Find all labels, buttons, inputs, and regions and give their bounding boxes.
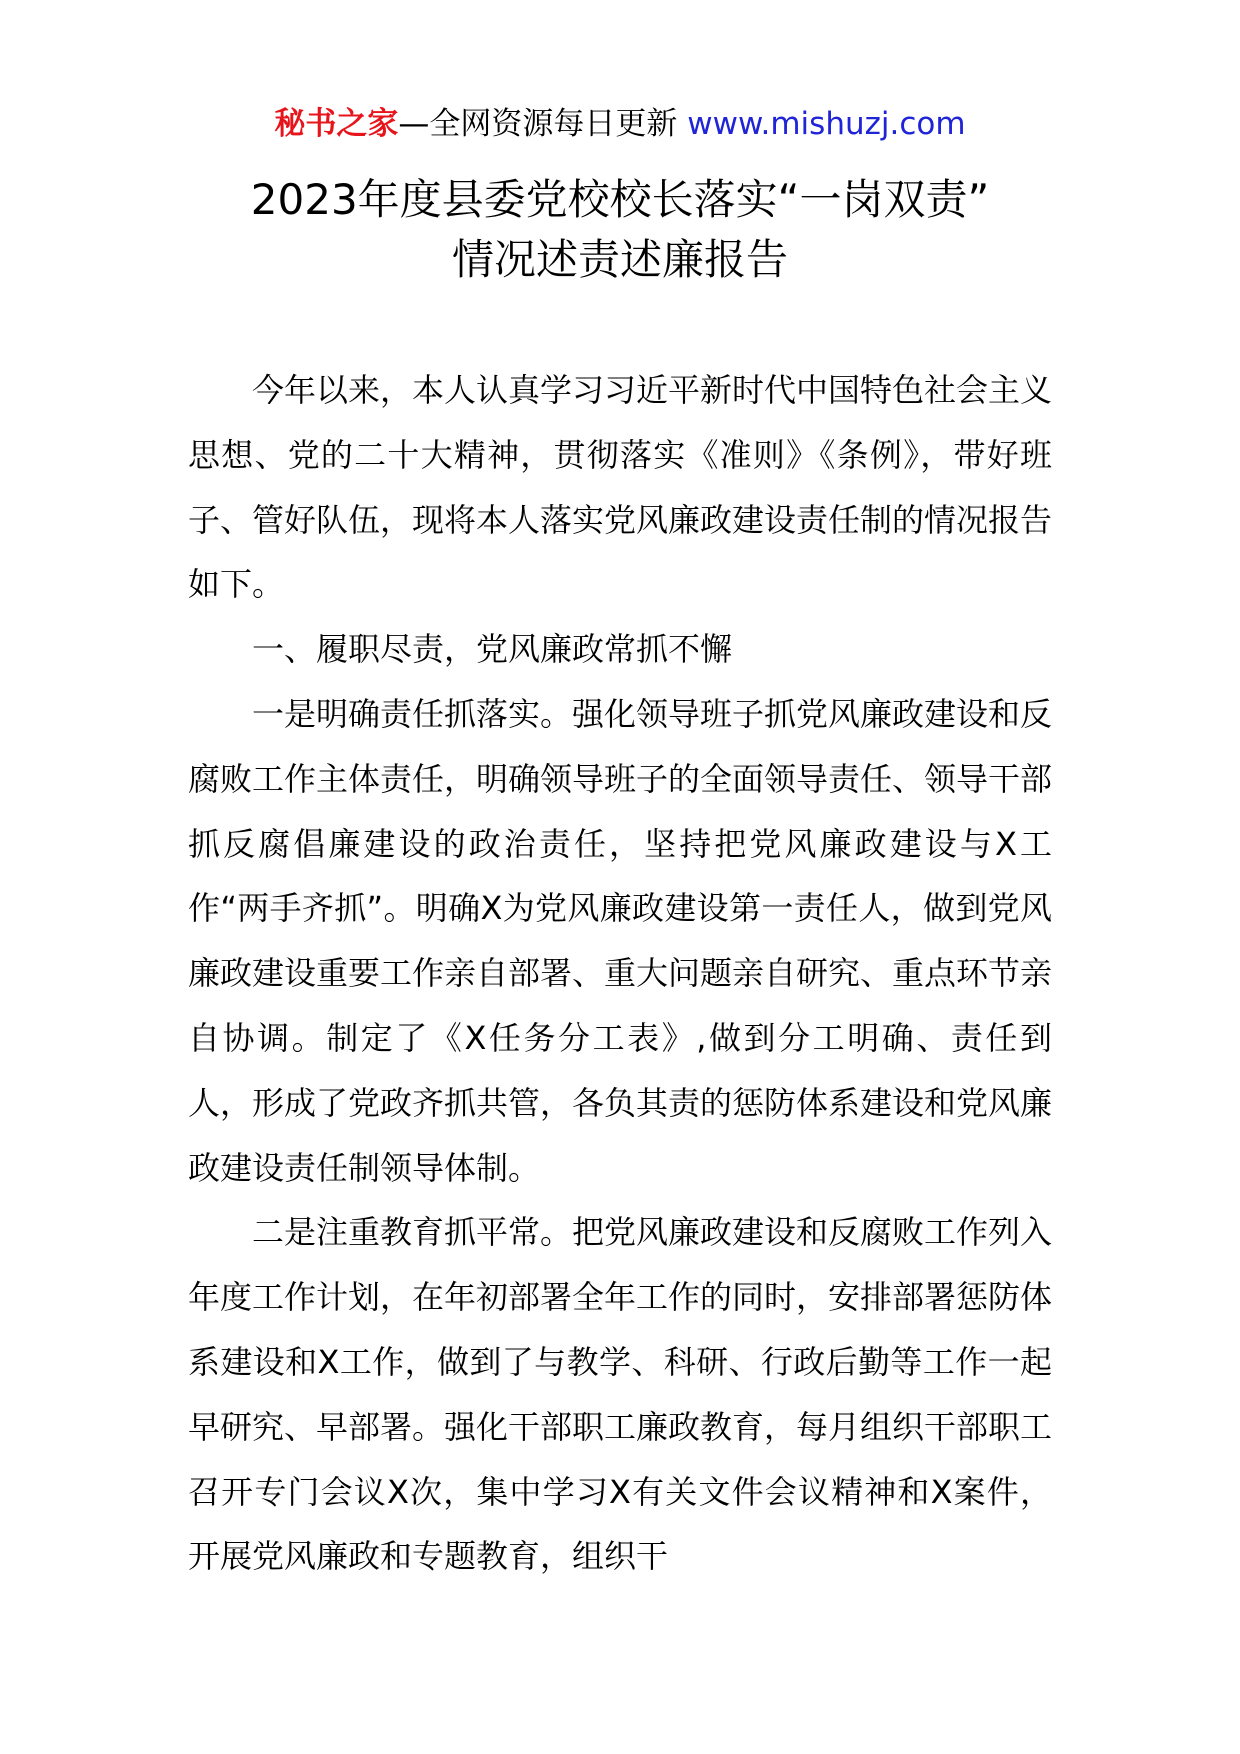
site-url-link[interactable]: www.mishuzj.com [687, 106, 966, 142]
title-line-1: 2023年度县委党校校长落实“一岗双责” [250, 175, 990, 224]
paragraph-education: 二是注重教育抓平常。把党风廉政建设和反腐败工作列入年度工作计划，在年初部署全年工作的同时，安排部署惩防体系建设和X工作，做到了与教学、科研、行政后勤等工作一起早研究、早部署。强化干部职工廉政教育，每月组织干部职工召开专门会议X次，集中学习X有关文件会议精神和X案件，开展党风廉政和专题教育，组织干 [188, 1213, 1053, 1576]
site-tagline: —全网资源每日更新 [398, 106, 688, 142]
title-line-2: 情况述责述廉报告 [451, 235, 788, 284]
site-header [0, 104, 1240, 144]
section-heading-1: 一、履职尽责，党风廉政常抓不懈 [252, 630, 733, 669]
paragraph-intro: 今年以来，本人认真学习习近平新时代中国特色社会主义思想、党的二十大精神，贯彻落实《准则》《条例》，带好班子、管好队伍，现将本人落实党风廉政建设责任制的情况报告如下。 [188, 371, 1053, 604]
document-title [0, 170, 1240, 290]
brand-name: 秘书之家 [274, 106, 399, 142]
document-body [188, 358, 1052, 1589]
paragraph-responsibility: 一是明确责任抓落实。强化领导班子抓党风廉政建设和反腐败工作主体责任，明确领导班子的全面领导责任、领导干部抓反腐倡廉建设的政治责任，坚持把党风廉政建设与X工作“两手齐抓”。明确X为党风廉政建设第一责任人，做到党风廉政建设重要工作亲自部署、重大问题亲自研究、重点环节亲自协调。制定了《X任务分工表》,做到分工明确、责任到人，形成了党政齐抓共管，各负其责的惩防体系建设和党风廉政建设责任制领导体制。 [188, 694, 1053, 1187]
